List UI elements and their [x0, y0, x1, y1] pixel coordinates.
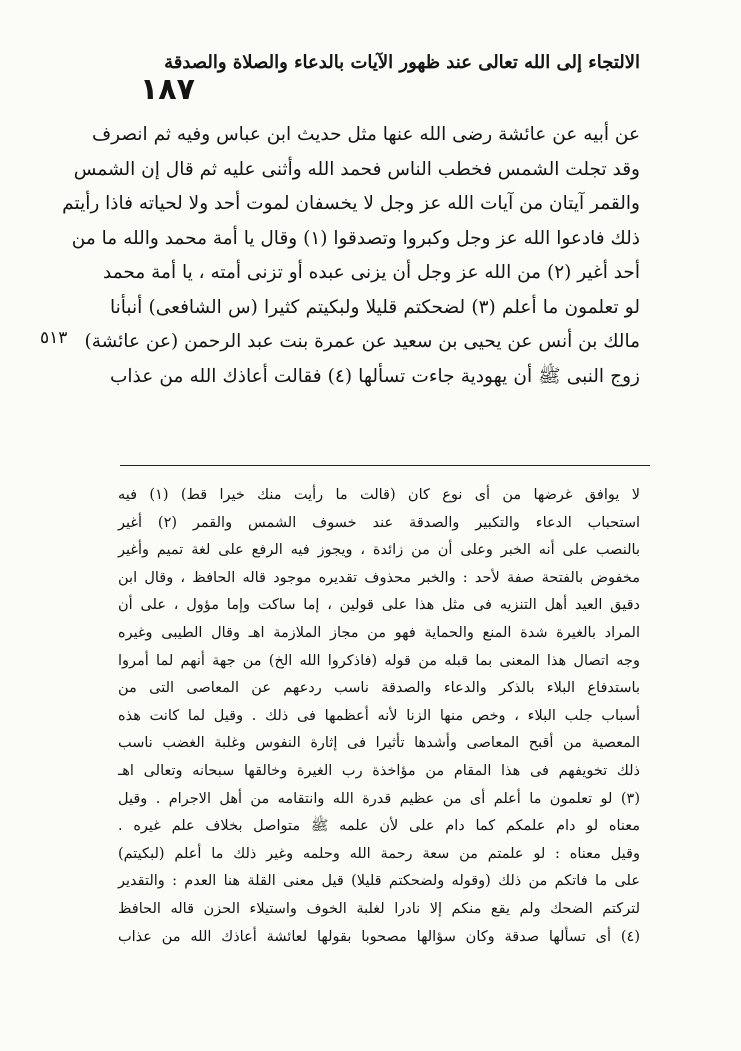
main-text-line: ذلك فادعوا الله عز وجل وكبروا وتصدقوا (١) وقال يا أمة محمد والله ما من	[71, 227, 640, 249]
footnote-line: مخفوض بالفتحة صفة لأحد : والخبر محذوف تقديره موجود قاله الحافظ ، وقال ابن	[118, 569, 640, 586]
main-text-line: والقمر آيتان من آيات الله عز وجل لا يخسفان لموت أحد ولا لحياته فاذا رأيتم	[62, 193, 640, 214]
main-text-line: مالك بن أنس عن يحيى بن سعيد عن عمرة بنت عبد الرحمن (عن عائشة)	[84, 331, 640, 352]
footnote-line: (٣) لو تعلمون ما أعلم أى من عظيم قدرة الله وانتقامه من أهل الاجرام . وقيل	[118, 790, 640, 807]
main-text-line: لو تعلمون ما أعلم (٣) لضحكتم قليلا ولبكيتم كثيرا (س الشافعى) أنبأنا	[110, 296, 640, 318]
main-text-line: عن أبيه عن عائشة رضى الله عنها مثل حديث ابن عباس وفيه ثم انصرف	[91, 124, 640, 145]
footnote-line: معناه لو دام علمكم كما دام على لأن علمه ﷺ متواصل بخلاف علم غيره .	[118, 818, 640, 835]
footnote-line: على ما فاتكم من ذلك (وقوله ولضحكتم قليلا) قيل معنى القلة هنا العدم : والتقدير	[118, 873, 640, 890]
footnote-line: وجه اتصال هذا المعنى بما قبله من قوله (فاذكروا الله الخ) من جهة أنهم لما أمروا	[118, 652, 640, 669]
main-text	[62, 118, 640, 394]
footnote-line: لتركتم الضحك ولم يقع منكم إلا نادرا لغلبة الخوف واستيلاء الحزن قاله الحافظ	[118, 900, 640, 917]
footnote-line: وقيل معناه : لو علمتم من سعة رحمة الله وحلمه وغير ذلك ما أعلم (لبكيتم)	[118, 845, 640, 862]
footnote-line: المراد بالغيرة شدة المنع والحماية فهو من مجاز الملازمة اهـ وقال الطيبى وغيره	[118, 624, 640, 641]
footnote-divider	[120, 465, 650, 466]
footnote-line: ذلك تخويفهم فى هذا المقام من مؤاخذة رب الغيرة وخالقها سبحانه وتعالى اهـ	[118, 762, 640, 779]
footnote-line: (٤) أى تسألها صدقة وكان سؤالها مصحوبا بقولها لعائشة أعاذك الله من عذاب	[118, 928, 640, 945]
footnote-line: استحباب الدعاء والتكبير والصدقة عند خسوف الشمس والقمر (٢) أغير	[118, 514, 640, 531]
running-title: الالتجاء إلى الله تعالى عند ظهور الآيات بالدعاء والصلاة والصدقة	[164, 52, 640, 73]
footnote-line: بالنصب على أنه الخبر وعلى أن من زائدة ، ويجوز فيه الرفع على لغة تميم وأغير	[118, 542, 640, 559]
footnote-line: أسباب جلب البلاء ، وخص منها الزنا لأنه أعظمها فى ذلك . وقيل لما كانت هذه	[118, 707, 640, 724]
page-header	[140, 52, 640, 112]
main-text-line: أحد أغير (٢) من الله عز وجل أن يزنى عبده أو تزنى أمته ، يا أمة محمد	[102, 262, 640, 283]
page-number: ١٨٧	[140, 72, 195, 107]
footnote-line: دقيق العيد أهل التنزيه فى مثل هذا على قولين ، إما ساكت وإما مؤول ، على أن	[118, 597, 640, 614]
hadith-number-margin: ٥١٣	[40, 328, 68, 348]
footnote-line: باستدفاع البلاء بالذكر والدعاء والصدقة ناسب ردعهم عن المعاصى التى من	[118, 680, 640, 697]
footnote-line: لا يوافق غرضها من أى نوع كان (قالت ما رأيت منك خيرا قط) (١) فيه	[118, 487, 640, 503]
main-text-line: وقد تجلت الشمس فخطب الناس فحمد الله وأثنى عليه ثم قال إن الشمس	[73, 158, 640, 180]
main-text-line: زوج النبى ﷺ أن يهودية جاءت تسألها (٤) فقالت أعاذك الله من عذاب	[110, 365, 640, 387]
footnote-line: المعصية من أقبح المعاصى وأشدها تأثيرا فى إثارة النفوس وغلبة الغضب ناسب	[118, 735, 640, 752]
footnotes	[118, 482, 640, 951]
